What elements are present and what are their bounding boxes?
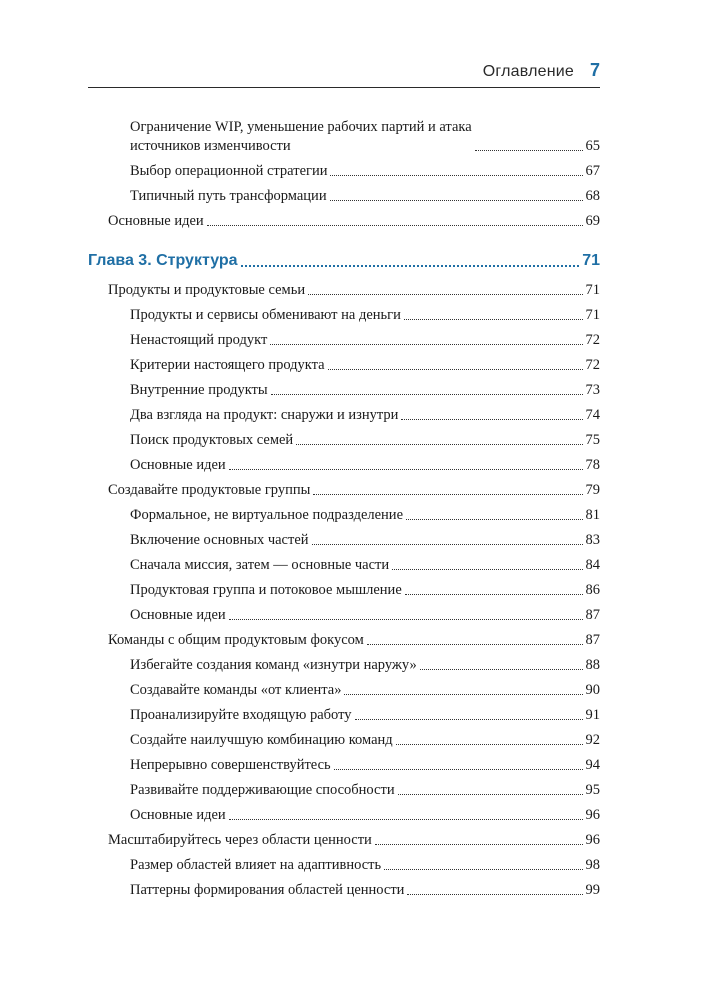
toc-entry-page: 91 <box>585 707 600 723</box>
dot-leader <box>375 844 583 845</box>
dot-leader <box>313 494 582 495</box>
toc-entry-title: Масштабируйтесь через области ценности <box>108 832 372 848</box>
toc-entry[interactable] <box>108 700 600 725</box>
dot-leader <box>355 719 583 720</box>
toc-entry[interactable] <box>108 800 600 825</box>
dot-leader <box>475 150 583 151</box>
dot-leader <box>334 769 583 770</box>
toc-entry-title <box>130 118 472 156</box>
chapter-title: Глава 3. Структура <box>88 252 238 269</box>
toc-entry-page: 92 <box>585 732 600 748</box>
toc-entry-title: Продуктовая группа и потоковое мышление <box>130 582 402 598</box>
toc-entry[interactable] <box>108 725 600 750</box>
toc-entry-title: Сначала миссия, затем — основные части <box>130 557 390 573</box>
toc-entry-title: Типичный путь трансформации <box>130 188 327 204</box>
table-of-contents <box>88 112 600 900</box>
dot-leader <box>404 319 583 320</box>
toc-entry-page: 73 <box>585 382 600 398</box>
dot-leader <box>296 444 582 445</box>
toc-entry-title: Основные идеи <box>130 607 226 623</box>
dot-leader <box>344 694 582 695</box>
dot-leader <box>312 544 583 545</box>
toc-entry[interactable] <box>108 600 600 625</box>
toc-entry-title: Продукты и продуктовые семьи <box>108 282 306 298</box>
toc-entry-page: 72 <box>585 332 600 348</box>
toc-entry-page: 67 <box>585 163 600 179</box>
toc-entry[interactable] <box>108 300 600 325</box>
dot-leader <box>328 369 583 370</box>
dot-leader <box>229 819 583 820</box>
dot-leader <box>406 519 582 520</box>
toc-entry-title: Создайте наилучшую комбинацию команд <box>130 732 393 748</box>
toc-entry[interactable] <box>108 350 600 375</box>
header-title: Оглавление <box>482 63 574 80</box>
toc-entry-title: Проанализируйте входящую работу <box>130 707 352 723</box>
toc-entry-title: Основные идеи <box>130 807 226 823</box>
dot-leader <box>398 794 583 795</box>
toc-entry-title: Включение основных частей <box>130 532 309 548</box>
toc-entry-title: Ненастоящий продукт <box>130 332 268 348</box>
toc-entry-title: Создавайте команды «от клиента» <box>130 682 342 698</box>
toc-entry-title: Поиск продуктовых семей <box>130 432 294 448</box>
header-page-number: 7 <box>589 60 600 80</box>
toc-entry-page: 68 <box>585 188 600 204</box>
toc-entry-title: Продукты и сервисы обменивают на деньги <box>130 307 401 323</box>
toc-entry[interactable] <box>108 875 600 900</box>
toc-entry[interactable] <box>108 650 600 675</box>
dot-leader <box>405 594 583 595</box>
toc-entry-page: 96 <box>585 832 600 848</box>
dot-leader <box>392 569 582 570</box>
toc-entry-title: Развивайте поддерживающие способности <box>130 782 395 798</box>
toc-entry-page: 83 <box>585 532 600 548</box>
toc-entry[interactable] <box>108 400 600 425</box>
toc-entry[interactable] <box>108 450 600 475</box>
toc-entry-page: 84 <box>585 557 600 573</box>
toc-chapter-heading[interactable] <box>88 243 600 275</box>
toc-entry[interactable] <box>108 181 600 206</box>
toc-entry-page: 96 <box>585 807 600 823</box>
toc-entry[interactable] <box>108 156 600 181</box>
toc-entry[interactable] <box>108 775 600 800</box>
toc-entry[interactable] <box>108 825 600 850</box>
dot-leader <box>330 175 582 176</box>
dot-leader <box>367 644 583 645</box>
toc-entry-page: 90 <box>585 682 600 698</box>
toc-entry[interactable] <box>108 206 600 231</box>
toc-entry-title: Создавайте продуктовые группы <box>108 482 311 498</box>
toc-entry-page: 69 <box>585 213 600 229</box>
toc-entry-page: 99 <box>585 882 600 898</box>
dot-leader <box>207 225 583 226</box>
toc-entry-title: Формальное, не виртуальное подразделение <box>130 507 404 523</box>
toc-entry-page: 78 <box>585 457 600 473</box>
dot-leader <box>420 669 583 670</box>
toc-entry-title: Выбор операционной стратегии <box>130 163 328 179</box>
toc-entry-page: 72 <box>585 357 600 373</box>
dot-leader <box>270 344 582 345</box>
toc-entry-title-line2: источников изменчивости <box>130 138 291 154</box>
dot-leader <box>271 394 583 395</box>
toc-entry-title: Внутренние продукты <box>130 382 268 398</box>
toc-entry-title: Критерии настоящего продукта <box>130 357 325 373</box>
toc-entry-title: Избегайте создания команд «изнутри наружу» <box>130 657 417 673</box>
toc-entry-title: Команды с общим продуктовым фокусом <box>108 632 364 648</box>
toc-entry-page: 98 <box>585 857 600 873</box>
dot-leader <box>396 744 583 745</box>
toc-entry-page: 79 <box>585 482 600 498</box>
running-header <box>88 60 600 88</box>
header-divider <box>88 87 600 88</box>
toc-entry-page: 87 <box>585 607 600 623</box>
toc-entry-page: 95 <box>585 782 600 798</box>
toc-entry-page: 74 <box>585 407 600 423</box>
toc-entry[interactable] <box>108 375 600 400</box>
toc-entry[interactable] <box>108 325 600 350</box>
dot-leader <box>384 869 582 870</box>
toc-entry[interactable] <box>108 575 600 600</box>
toc-entry[interactable] <box>108 500 600 525</box>
toc-entry[interactable] <box>108 525 600 550</box>
toc-entry[interactable] <box>108 750 600 775</box>
toc-entry[interactable] <box>108 112 600 156</box>
toc-entry-page: 86 <box>585 582 600 598</box>
chapter-entries <box>108 275 600 900</box>
toc-entry-page: 88 <box>585 657 600 673</box>
toc-entry-page: 87 <box>585 632 600 648</box>
chapter-page: 71 <box>582 252 600 269</box>
toc-entry[interactable] <box>108 850 600 875</box>
toc-entry-title: Непрерывно совершенствуйтесь <box>130 757 331 773</box>
dot-leader <box>407 894 582 895</box>
toc-entry-title: Два взгляда на продукт: снаружи и изнутри <box>130 407 399 423</box>
toc-entry-page: 94 <box>585 757 600 773</box>
toc-entry-title: Размер областей влияет на адаптивность <box>130 857 382 873</box>
toc-entry-title-line1: Ограничение WIP, уменьшение рабочих партий и атака <box>130 119 472 135</box>
toc-entry-page: 81 <box>585 507 600 523</box>
toc-entry[interactable] <box>108 675 600 700</box>
toc-entry[interactable] <box>108 475 600 500</box>
toc-entry-title: Основные идеи <box>130 457 226 473</box>
toc-entry-title: Основные идеи <box>108 213 204 229</box>
dot-leader <box>401 419 582 420</box>
dot-leader <box>241 265 580 267</box>
toc-entry[interactable] <box>108 275 600 300</box>
toc-entry-page: 71 <box>585 282 600 298</box>
toc-entry-title: Паттерны формирования областей ценности <box>130 882 405 898</box>
toc-entry-page: 71 <box>585 307 600 323</box>
toc-entry-page: 65 <box>585 138 600 154</box>
dot-leader <box>229 469 583 470</box>
toc-entry[interactable] <box>108 550 600 575</box>
dot-leader <box>308 294 582 295</box>
dot-leader <box>229 619 583 620</box>
toc-entry[interactable] <box>108 425 600 450</box>
dot-leader <box>330 200 583 201</box>
toc-entry-page: 75 <box>585 432 600 448</box>
toc-entry[interactable] <box>108 625 600 650</box>
